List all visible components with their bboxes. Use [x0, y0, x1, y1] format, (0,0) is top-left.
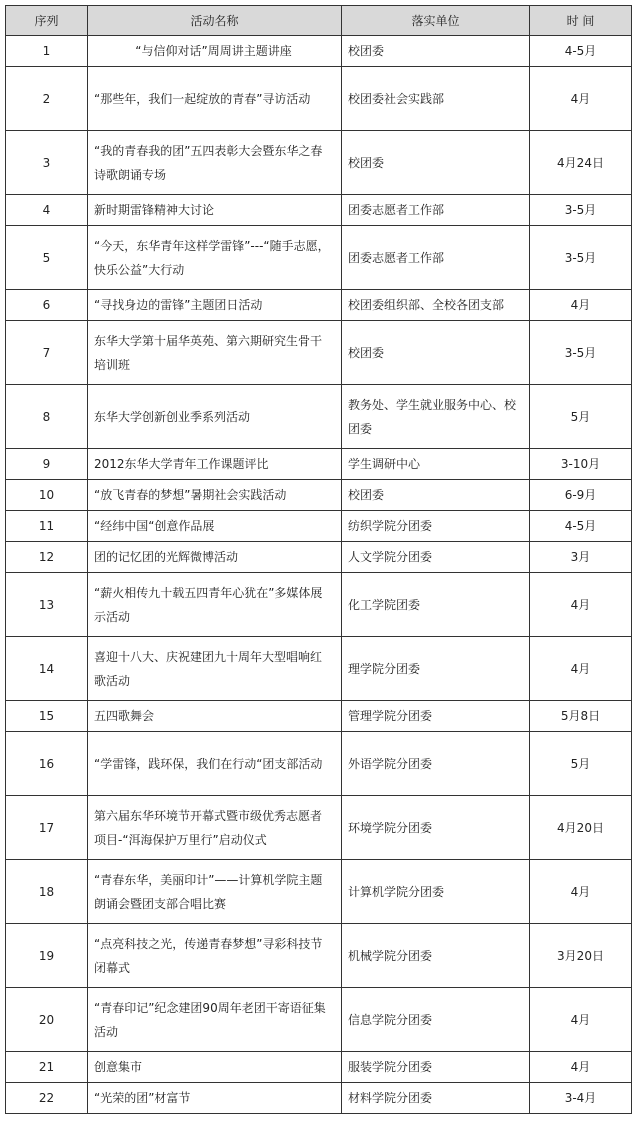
row-activity-name: “今天，东华青年这样学雷锋”---“随手志愿，快乐公益”大行动 — [88, 226, 342, 290]
row-time: 4月 — [530, 1052, 632, 1083]
row-index: 20 — [6, 988, 88, 1052]
row-index: 13 — [6, 573, 88, 637]
row-index: 17 — [6, 796, 88, 860]
row-index: 4 — [6, 195, 88, 226]
row-index: 10 — [6, 480, 88, 511]
row-activity-name: “光荣的团”材富节 — [88, 1083, 342, 1114]
row-index: 9 — [6, 449, 88, 480]
row-index: 3 — [6, 131, 88, 195]
table-row — [6, 226, 632, 290]
table-row — [6, 131, 632, 195]
table-row — [6, 195, 632, 226]
header-unit: 落实单位 — [342, 6, 530, 36]
row-time: 4月 — [530, 988, 632, 1052]
row-index: 18 — [6, 860, 88, 924]
table-row — [6, 36, 632, 67]
row-activity-name: 团的记忆团的光辉微博活动 — [88, 542, 342, 573]
row-unit: 信息学院分团委 — [342, 988, 530, 1052]
table-row — [6, 511, 632, 542]
table-row — [6, 924, 632, 988]
row-activity-name: 东华大学创新创业季系列活动 — [88, 385, 342, 449]
row-activity-name: 新时期雷锋精神大讨论 — [88, 195, 342, 226]
row-time: 4-5月 — [530, 36, 632, 67]
row-time: 5月 — [530, 732, 632, 796]
row-index: 19 — [6, 924, 88, 988]
row-index: 6 — [6, 290, 88, 321]
row-time: 4-5月 — [530, 511, 632, 542]
activity-table — [5, 5, 632, 1114]
row-time: 4月 — [530, 860, 632, 924]
row-time: 3月 — [530, 542, 632, 573]
table-row — [6, 67, 632, 131]
row-time: 3-10月 — [530, 449, 632, 480]
row-activity-name: 创意集市 — [88, 1052, 342, 1083]
row-unit: 学生调研中心 — [342, 449, 530, 480]
row-index: 12 — [6, 542, 88, 573]
table-row — [6, 732, 632, 796]
row-unit: 人文学院分团委 — [342, 542, 530, 573]
row-time: 3-4月 — [530, 1083, 632, 1114]
table-row — [6, 637, 632, 701]
row-index: 16 — [6, 732, 88, 796]
row-activity-name: “经纬中国“创意作品展 — [88, 511, 342, 542]
row-index: 7 — [6, 321, 88, 385]
row-unit: 机械学院分团委 — [342, 924, 530, 988]
row-activity-name: 五四歌舞会 — [88, 701, 342, 732]
row-index: 21 — [6, 1052, 88, 1083]
table-row — [6, 385, 632, 449]
row-time: 6-9月 — [530, 480, 632, 511]
header-time: 时 间 — [530, 6, 632, 36]
row-activity-name: “那些年，我们一起绽放的青春”寻访活动 — [88, 67, 342, 131]
row-unit: 团委志愿者工作部 — [342, 226, 530, 290]
row-activity-name: 喜迎十八大、庆祝建团九十周年大型唱响红歌活动 — [88, 637, 342, 701]
row-time: 4月 — [530, 637, 632, 701]
row-unit: 校团委社会实践部 — [342, 67, 530, 131]
row-time: 3-5月 — [530, 226, 632, 290]
header-index: 序列 — [6, 6, 88, 36]
row-time: 3-5月 — [530, 321, 632, 385]
row-unit: 团委志愿者工作部 — [342, 195, 530, 226]
row-time: 4月 — [530, 67, 632, 131]
row-index: 15 — [6, 701, 88, 732]
table-row — [6, 321, 632, 385]
row-time: 3月20日 — [530, 924, 632, 988]
header-activity-name: 活动名称 — [88, 6, 342, 36]
table-row — [6, 542, 632, 573]
row-unit: 理学院分团委 — [342, 637, 530, 701]
row-unit: 校团委组织部、全校各团支部 — [342, 290, 530, 321]
table-row — [6, 573, 632, 637]
row-unit: 服装学院分团委 — [342, 1052, 530, 1083]
row-unit: 材料学院分团委 — [342, 1083, 530, 1114]
row-activity-name: “青春印记”纪念建团90周年老团干寄语征集活动 — [88, 988, 342, 1052]
row-time: 4月 — [530, 290, 632, 321]
row-activity-name: “我的青春我的团”五四表彰大会暨东华之春诗歌朗诵专场 — [88, 131, 342, 195]
table-row — [6, 701, 632, 732]
row-activity-name: “薪火相传九十载五四青年心犹在”多媒体展示活动 — [88, 573, 342, 637]
row-activity-name: “学雷锋，践环保，我们在行动“团支部活动 — [88, 732, 342, 796]
row-activity-name: “寻找身边的雷锋”主题团日活动 — [88, 290, 342, 321]
row-unit: 环境学院分团委 — [342, 796, 530, 860]
row-activity-name: “与信仰对话”周周讲主题讲座 — [88, 36, 342, 67]
table-row — [6, 1083, 632, 1114]
row-unit: 计算机学院分团委 — [342, 860, 530, 924]
row-unit: 纺织学院分团委 — [342, 511, 530, 542]
row-unit: 校团委 — [342, 36, 530, 67]
table-row — [6, 480, 632, 511]
row-activity-name: 第六届东华环境节开幕式暨市级优秀志愿者项目-“洱海保护万里行”启动仪式 — [88, 796, 342, 860]
row-unit: 外语学院分团委 — [342, 732, 530, 796]
row-time: 5月 — [530, 385, 632, 449]
row-activity-name: 2012东华大学青年工作课题评比 — [88, 449, 342, 480]
row-activity-name: “放飞青春的梦想”暑期社会实践活动 — [88, 480, 342, 511]
row-unit: 校团委 — [342, 321, 530, 385]
table-body — [6, 36, 632, 1114]
row-time: 4月 — [530, 573, 632, 637]
row-time: 4月24日 — [530, 131, 632, 195]
row-unit: 教务处、学生就业服务中心、校团委 — [342, 385, 530, 449]
row-activity-name: “点亮科技之光，传递青春梦想”寻彩科技节闭幕式 — [88, 924, 342, 988]
row-index: 5 — [6, 226, 88, 290]
row-time: 4月20日 — [530, 796, 632, 860]
table-header-row — [6, 6, 632, 36]
row-index: 8 — [6, 385, 88, 449]
row-index: 14 — [6, 637, 88, 701]
row-unit: 校团委 — [342, 131, 530, 195]
table-row — [6, 290, 632, 321]
row-index: 2 — [6, 67, 88, 131]
row-time: 3-5月 — [530, 195, 632, 226]
row-index: 11 — [6, 511, 88, 542]
row-unit: 校团委 — [342, 480, 530, 511]
table-row — [6, 796, 632, 860]
table-row — [6, 988, 632, 1052]
table-row — [6, 1052, 632, 1083]
row-activity-name: “青春东华，美丽印计”——计算机学院主题朗诵会暨团支部合唱比赛 — [88, 860, 342, 924]
row-time: 5月8日 — [530, 701, 632, 732]
row-index: 1 — [6, 36, 88, 67]
row-index: 22 — [6, 1083, 88, 1114]
table-row — [6, 860, 632, 924]
table-row — [6, 449, 632, 480]
row-activity-name: 东华大学第十届华英苑、第六期研究生骨干培训班 — [88, 321, 342, 385]
row-unit: 管理学院分团委 — [342, 701, 530, 732]
row-unit: 化工学院团委 — [342, 573, 530, 637]
